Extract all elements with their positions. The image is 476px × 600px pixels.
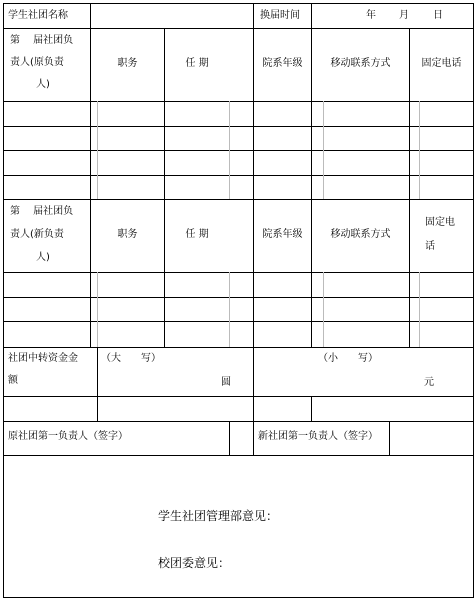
funds-yuan-cap: 圆 bbox=[221, 377, 231, 388]
new-leader-heading-line2: 责人(新负责 bbox=[10, 229, 64, 240]
club-name-label: 学生社团名称 bbox=[8, 10, 68, 21]
new-col-landline-line2: 话 bbox=[425, 241, 435, 252]
col-mobile: 移动联系方式 bbox=[330, 58, 391, 69]
previous-leader-heading-line2: 责人(原负责 bbox=[10, 57, 64, 68]
col-landline: 固定电话 bbox=[421, 58, 462, 69]
transition-time-label: 换届时间 bbox=[260, 10, 300, 21]
col-department-grade: 院系年级 bbox=[262, 58, 303, 69]
management-opinion-label: 学生社团管理部意见： bbox=[158, 509, 279, 523]
col-term: 任 期 bbox=[185, 58, 209, 69]
new-leader-signature-label: 新社团第一负责人（签字） bbox=[258, 431, 378, 442]
funds-lowercase-label: （小 写） bbox=[318, 353, 378, 364]
new-leader-heading-line3: 人) bbox=[36, 252, 50, 263]
month-label: 月 bbox=[399, 10, 409, 21]
year-label: 年 bbox=[366, 10, 376, 21]
previous-leader-heading-line1: 第 届社团负 bbox=[10, 35, 74, 46]
day-label: 日 bbox=[433, 10, 443, 21]
new-col-position: 职务 bbox=[117, 229, 138, 240]
funds-label-line2: 额 bbox=[8, 375, 18, 386]
funds-label-line1: 社团中转资金金 bbox=[8, 353, 78, 364]
new-leader-heading-line1: 第 届社团负 bbox=[10, 206, 74, 217]
new-col-landline-line1: 固定电 bbox=[425, 217, 455, 228]
previous-leader-heading-line3: 人) bbox=[36, 79, 50, 90]
funds-uppercase-label: （大 写） bbox=[101, 353, 161, 364]
new-col-term: 任 期 bbox=[185, 229, 209, 240]
youth-league-opinion-label: 校团委意见： bbox=[158, 556, 231, 570]
new-col-department-grade: 院系年级 bbox=[262, 229, 303, 240]
club-name-field[interactable] bbox=[91, 4, 253, 28]
old-leader-signature-label: 原社团第一负责人（签字） bbox=[8, 431, 128, 442]
funds-yuan: 元 bbox=[424, 377, 434, 388]
new-col-mobile: 移动联系方式 bbox=[330, 229, 391, 240]
col-position: 职务 bbox=[117, 58, 138, 69]
